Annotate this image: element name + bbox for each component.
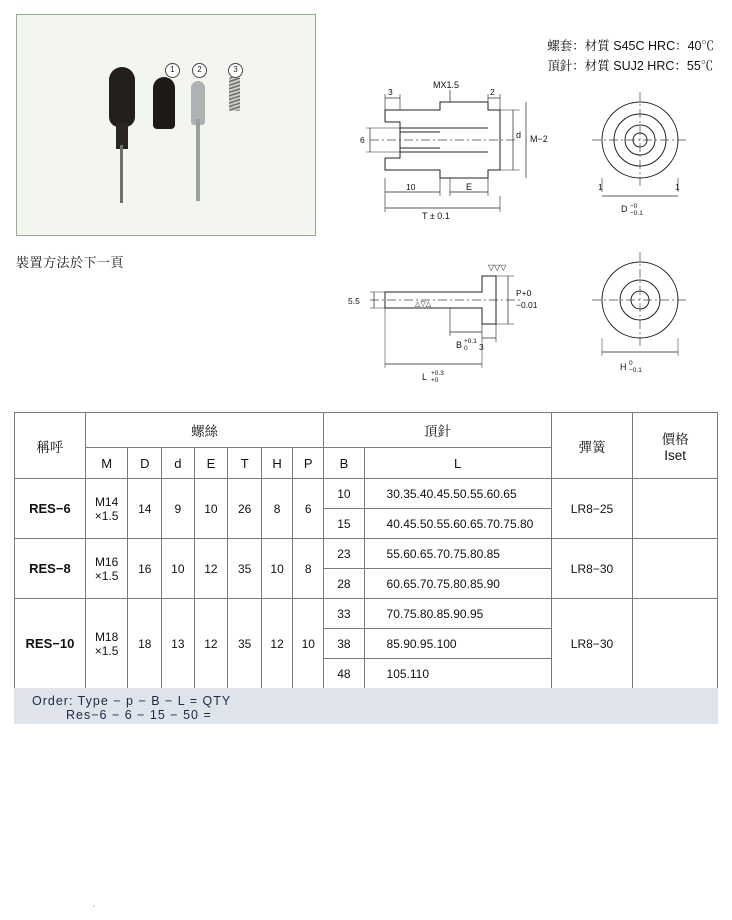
svg-text:+0.3: +0.3 [431,370,444,377]
cell-L: 85.90.95.100 [364,629,551,659]
cell-M-line1: M16 [94,554,119,569]
cell-L: 30.35.40.45.50.55.60.65 [364,479,551,509]
svg-text:3: 3 [479,342,484,352]
header-pin: 頂針 [324,413,551,448]
cell-spring: LR8−30 [551,599,633,689]
cell-D: 18 [128,599,162,689]
subheader-L: L [364,448,551,479]
subheader-M: M [85,448,128,479]
cell-L: 55.60.65.70.75.80.85 [364,539,551,569]
part4-spring [229,77,240,111]
part2-sleeve [153,77,175,129]
cell-L: 105.110 [364,659,551,689]
svg-text:D: D [621,204,628,214]
row-name: RES−10 [15,599,86,689]
svg-text:−0.1: −0.1 [630,210,643,217]
cell-M-line1: M18 [94,629,119,644]
order-example [14,688,718,724]
footer-mark: . [92,898,96,910]
cell-B: 48 [324,659,364,689]
table-row [15,539,718,569]
cell-L: 40.45.50.55.60.65.70.75.80 [364,509,551,539]
cell-M-line2: ×1.5 [94,508,119,523]
svg-text:0: 0 [629,360,633,367]
cell-P: 6 [293,479,324,539]
cell-D: 14 [128,479,162,539]
table-row [15,479,718,509]
cell-B: 10 [324,479,364,509]
svg-text:M−2: M−2 [530,134,548,144]
header-price-line1: 價格 [661,432,689,447]
header-screw: 螺絲 [85,413,323,448]
cell-price [633,539,718,599]
cell-M [85,599,128,689]
svg-text:1: 1 [675,182,680,192]
cell-H: 8 [262,479,293,539]
cell-P: 10 [293,599,324,689]
subheader-B: B [324,448,364,479]
svg-text:10: 10 [406,182,416,192]
row-name: RES−6 [15,479,86,539]
subheader-P: P [293,448,324,479]
cell-B: 23 [324,539,364,569]
svg-text:3: 3 [388,87,393,97]
svg-text:−0: −0 [630,203,638,210]
cell-E: 12 [194,539,228,599]
cell-M-line2: ×1.5 [94,643,119,658]
svg-text:P+0: P+0 [516,288,532,298]
cell-M-line2: ×1.5 [94,568,119,583]
cell-T: 35 [228,599,262,689]
subheader-d: d [162,448,194,479]
subheader-T: T [228,448,262,479]
cell-d: 10 [162,539,194,599]
svg-text:MX1.5: MX1.5 [433,80,460,90]
order-line1: Order: Type − p − B − L = QTY [32,694,232,708]
cell-M-line1: M14 [94,494,119,509]
svg-text:6: 6 [360,135,365,145]
svg-text:+0.1: +0.1 [464,338,477,345]
subheader-D: D [128,448,162,479]
cell-price [633,479,718,539]
svg-text:5.5: 5.5 [348,296,360,306]
cell-price [633,599,718,689]
spec-table [14,412,718,689]
row-name: RES−8 [15,539,86,599]
photo-inner [17,15,315,235]
material-note [547,36,714,76]
cell-L: 70.75.80.85.90.95 [364,599,551,629]
cell-H: 12 [262,599,293,689]
cell-T: 26 [228,479,262,539]
part1-head [109,67,135,127]
order-line2: Res−6 − 6 − 15 − 50 = [66,708,212,722]
svg-text:△▽△: △▽△ [415,301,432,308]
cell-E: 10 [194,479,228,539]
svg-text:B: B [456,340,463,350]
cell-H: 10 [262,539,293,599]
part3-pin [196,119,200,201]
product-photo [16,14,316,236]
svg-text:E: E [466,182,473,192]
cell-B: 33 [324,599,364,629]
header-spring: 彈簧 [551,413,633,479]
svg-text:+0: +0 [431,377,439,384]
svg-text:H: H [620,362,627,372]
svg-text:−0.1: −0.1 [629,367,642,374]
cell-L: 60.65.70.75.80.85.90 [364,569,551,599]
header-price [633,413,718,479]
cell-M [85,539,128,599]
cell-T: 35 [228,539,262,599]
callout-2: 2 [192,63,207,78]
header-name: 稱呼 [15,413,86,479]
svg-text:2: 2 [490,87,495,97]
header-price-line2: Iset [664,448,686,463]
svg-text:0: 0 [464,345,468,352]
part1-pin [120,145,123,203]
technical-drawings [330,80,726,400]
cell-D: 16 [128,539,162,599]
svg-text:L: L [422,372,428,382]
table-header-row-1 [15,413,718,448]
cell-d: 9 [162,479,194,539]
svg-text:1: 1 [598,182,603,192]
cell-M [85,479,128,539]
cell-B: 15 [324,509,364,539]
svg-text:−0.01: −0.01 [516,300,538,310]
cell-E: 12 [194,599,228,689]
callout-1: 1 [165,63,180,78]
svg-text:▽▽▽: ▽▽▽ [488,263,507,272]
photo-caption: 裝置方法於下一頁 [16,255,125,270]
cell-spring: LR8−30 [551,539,633,599]
cell-B: 38 [324,629,364,659]
material-note-line1: 螺套：材質 S45C HRC：40℃ [547,39,714,53]
svg-text:T ± 0.1: T ± 0.1 [422,211,450,221]
cell-spring: LR8−25 [551,479,633,539]
subheader-H: H [262,448,293,479]
cell-P: 8 [293,539,324,599]
callout-3: 3 [228,63,243,78]
cell-B: 28 [324,569,364,599]
svg-text:d: d [516,130,522,140]
table-row [15,599,718,629]
cell-d: 13 [162,599,194,689]
material-note-line2: 頂針：材質 SUJ2 HRC：55℃ [547,59,714,73]
subheader-E: E [194,448,228,479]
